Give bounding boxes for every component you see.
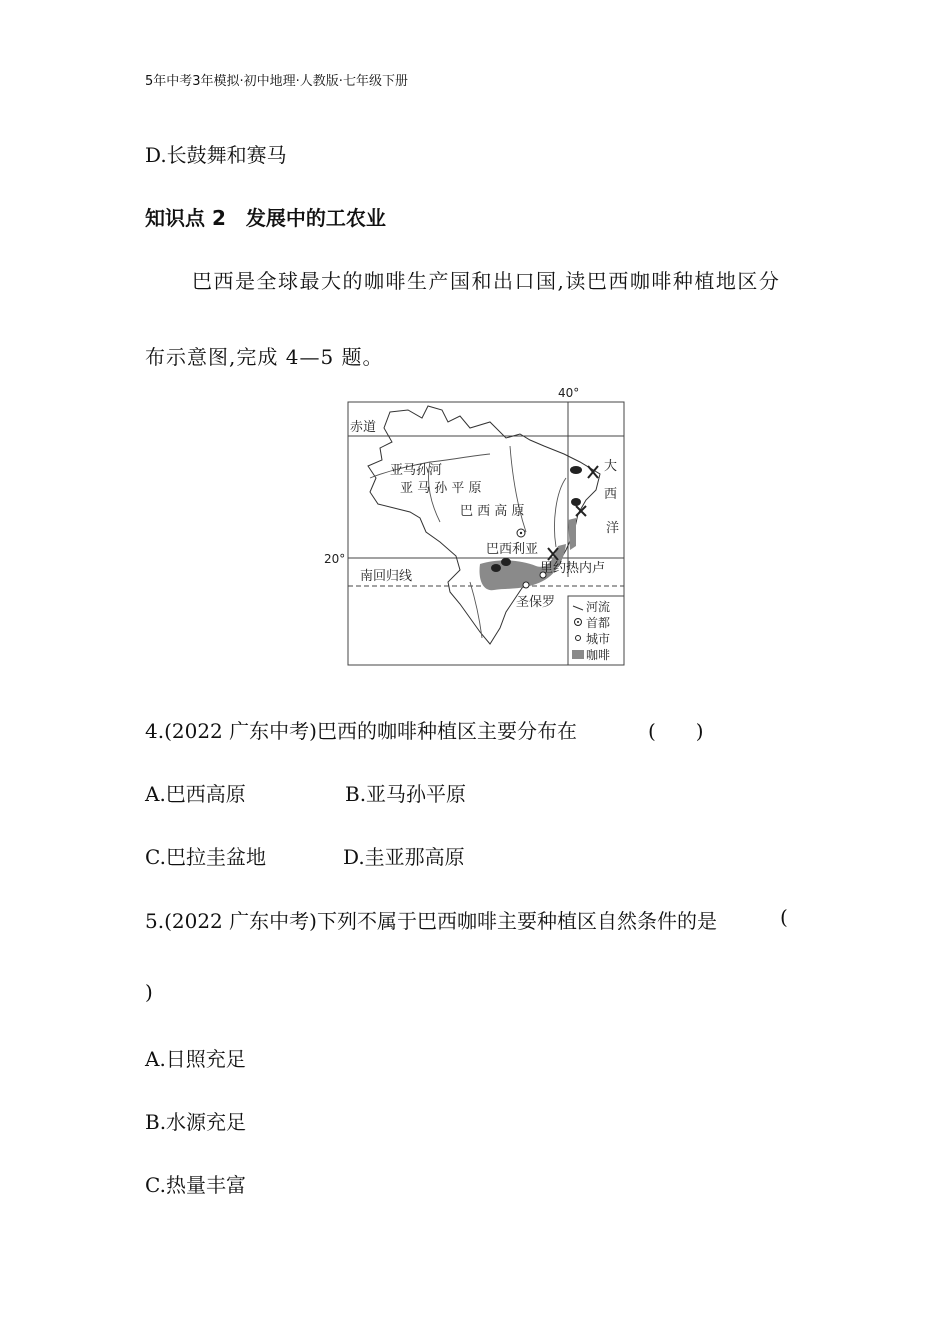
q5-answer-paren-close: ) [145, 980, 153, 1004]
ocean-label-1: 大 [604, 459, 618, 474]
equator-label: 赤道 [350, 420, 377, 435]
legend-capital-dot-icon [577, 621, 579, 623]
tropic-label: 南回归线 [360, 569, 413, 584]
map-svg [324, 382, 630, 672]
river-3 [510, 446, 526, 532]
amazon-river-label: 亚马孙河 [390, 463, 443, 478]
river-4 [554, 478, 566, 547]
previous-option-d: D.长鼓舞和赛马 [145, 143, 287, 167]
ship-icon-4 [501, 558, 511, 566]
q4-option-d: D.圭亚那高原 [343, 845, 465, 869]
legend-coffee-label: 咖啡 [586, 648, 611, 662]
capital-label: 巴西利亚 [486, 542, 539, 557]
q4-option-a: A.巴西高原 [145, 782, 246, 806]
plane-icon-2 [576, 506, 586, 516]
q4-option-c: C.巴拉圭盆地 [145, 845, 266, 869]
coffee-region-coast [568, 518, 576, 550]
city-rio-label: 里约热内卢 [540, 561, 606, 576]
legend-coffee-icon [572, 650, 584, 659]
city-saopaulo-label: 圣保罗 [516, 595, 556, 610]
intro-text-line1: 巴西是全球最大的咖啡生产国和出口国,读巴西咖啡种植地区分 [192, 269, 781, 293]
legend-capital-label: 首都 [586, 616, 611, 630]
legend-river-label: 河流 [586, 600, 611, 614]
q4-stem: 4.(2022 广东中考)巴西的咖啡种植区主要分布在 [145, 719, 577, 743]
amazon-plain-label: 亚 马 孙 平 原 [400, 481, 482, 496]
intro-text-line2: 布示意图,完成 4—5 题。 [145, 345, 384, 369]
ocean-label-2: 西 [604, 487, 618, 502]
brazil-outline [368, 406, 600, 644]
q5-answer-paren-open: ( [780, 905, 788, 929]
brazil-coffee-map [324, 382, 630, 672]
section-title: 知识点 2 发展中的工农业 [145, 206, 386, 230]
lon-label: 40° [558, 386, 580, 400]
page-header: 5年中考3年模拟·初中地理·人教版·七年级下册 [145, 74, 408, 89]
q5-option-c: C.热量丰富 [145, 1173, 246, 1197]
legend-city-icon [576, 636, 581, 641]
capital-dot-icon [520, 532, 522, 534]
q4-option-b: B.亚马孙平原 [345, 782, 467, 806]
river-5 [470, 582, 482, 638]
ocean-label-3: 洋 [606, 521, 620, 536]
brazil-plateau-label: 巴 西 高 原 [460, 504, 525, 519]
q5-option-a: A.日照充足 [145, 1047, 246, 1071]
ship-icon-3 [491, 564, 501, 572]
q5-stem: 5.(2022 广东中考)下列不属于巴西咖啡主要种植区自然条件的是 [145, 909, 717, 933]
q5-option-b: B.水源充足 [145, 1110, 247, 1134]
q4-answer-paren: ( ) [648, 719, 704, 743]
lat-label: 20° [324, 552, 346, 566]
ship-icon-1 [570, 466, 582, 474]
legend-city-label: 城市 [586, 632, 611, 646]
ship-icon-2 [571, 498, 581, 506]
city-saopaulo-icon [523, 582, 529, 588]
